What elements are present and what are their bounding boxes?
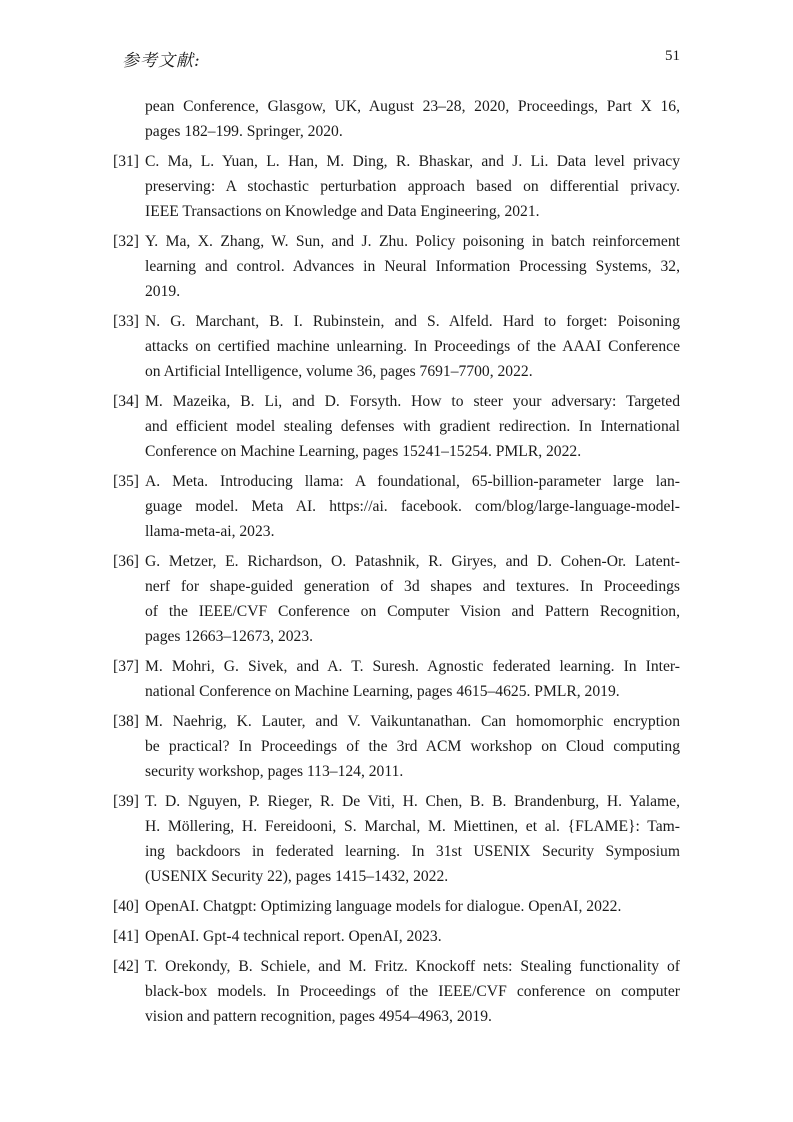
reference-text-line: IEEE Transactions on Knowledge and Data Engineering, 2021. [145, 203, 540, 220]
reference-list [113, 94, 680, 1034]
reference-text-line: M. Naehrig, K. Lauter, and V. Vaikuntanathan. Can homomorphic encryption [145, 713, 680, 730]
reference-number: [41] [113, 928, 139, 945]
page-header [122, 44, 680, 70]
running-title: 参考文献: [122, 51, 201, 71]
reference-number: [34] [113, 393, 139, 410]
reference-number: [33] [113, 313, 139, 330]
reference-text-line: Conference on Machine Learning, pages 15241–15254. PMLR, 2022. [145, 443, 582, 460]
reference-text-line: T. D. Nguyen, P. Rieger, R. De Viti, H. Chen, B. B. Brandenburg, H. Yalame, [145, 793, 680, 810]
reference-text-line: and efficient model stealing defenses with gradient redirection. In International [145, 418, 680, 435]
reference-text-line: N. G. Marchant, B. I. Rubinstein, and S. Alfeld. Hard to forget: Poisoning [145, 313, 680, 330]
reference-text-line: of the IEEE/CVF Conference on Computer Vision and Pattern Recognition, [145, 603, 680, 620]
reference-text-line: C. Ma, L. Yuan, L. Han, M. Ding, R. Bhaskar, and J. Li. Data level privacy [145, 153, 680, 170]
reference-text-line: vision and pattern recognition, pages 4954–4963, 2019. [145, 1008, 492, 1025]
reference-entry [113, 954, 680, 1029]
reference-number: [38] [113, 713, 139, 730]
reference-text-line: llama-meta-ai, 2023. [145, 523, 275, 540]
reference-text-line: pages 12663–12673, 2023. [145, 628, 314, 645]
reference-entry [113, 549, 680, 649]
reference-text-line: ing backdoors in federated learning. In 31st USENIX Security Symposium [145, 843, 680, 860]
reference-entry [113, 894, 680, 919]
reference-text-line: pages 182–199. Springer, 2020. [145, 123, 343, 140]
reference-text-line: A. Meta. Introducing llama: A foundational, 65-billion-parameter large lan- [145, 473, 680, 490]
reference-entry [113, 149, 680, 224]
reference-text-line: OpenAI. Chatgpt: Optimizing language models for dialogue. OpenAI, 2022. [145, 898, 622, 915]
reference-entry [113, 94, 680, 144]
reference-text-line: preserving: A stochastic perturbation approach based on differential privacy. [145, 178, 680, 195]
reference-text-line: national Conference on Machine Learning, pages 4615–4625. PMLR, 2019. [145, 683, 620, 700]
reference-number: [36] [113, 553, 139, 570]
reference-entry [113, 924, 680, 949]
reference-text-line: (USENIX Security 22), pages 1415–1432, 2022. [145, 868, 449, 885]
reference-entry [113, 309, 680, 384]
reference-text-line: H. Möllering, H. Fereidooni, S. Marchal, M. Miettinen, et al. {FLAME}: Tam- [145, 818, 680, 835]
reference-text-line: M. Mohri, G. Sivek, and A. T. Suresh. Agnostic federated learning. In Inter- [145, 658, 680, 675]
reference-text-line: pean Conference, Glasgow, UK, August 23–28, 2020, Proceedings, Part X 16, [145, 98, 680, 115]
reference-text-line: Y. Ma, X. Zhang, W. Sun, and J. Zhu. Policy poisoning in batch reinforcement [145, 233, 680, 250]
reference-number: [35] [113, 473, 139, 490]
reference-text-line: black-box models. In Proceedings of the IEEE/CVF conference on computer [145, 983, 680, 1000]
reference-text-line: M. Mazeika, B. Li, and D. Forsyth. How to steer your adversary: Targeted [145, 393, 680, 410]
reference-text-line: be practical? In Proceedings of the 3rd ACM workshop on Cloud computing [145, 738, 680, 755]
reference-text-line: nerf for shape-guided generation of 3d shapes and textures. In Proceedings [145, 578, 680, 595]
reference-entry [113, 709, 680, 784]
reference-text-line: on Artificial Intelligence, volume 36, pages 7691–7700, 2022. [145, 363, 533, 380]
reference-entry [113, 789, 680, 889]
reference-text-line: guage model. Meta AI. https://ai. facebook. com/blog/large-language-model- [145, 498, 680, 515]
reference-text-line: G. Metzer, E. Richardson, O. Patashnik, R. Giryes, and D. Cohen-Or. Latent- [145, 553, 680, 570]
reference-text-line: learning and control. Advances in Neural Information Processing Systems, 32, [145, 258, 680, 275]
reference-entry [113, 229, 680, 304]
reference-text-line: OpenAI. Gpt-4 technical report. OpenAI, 2023. [145, 928, 442, 945]
reference-text-line: T. Orekondy, B. Schiele, and M. Fritz. Knockoff nets: Stealing functionality of [145, 958, 680, 975]
reference-number: [42] [113, 958, 139, 975]
reference-number: [39] [113, 793, 139, 810]
reference-number: [37] [113, 658, 139, 675]
page-number: 51 [665, 48, 680, 64]
reference-entry [113, 654, 680, 704]
reference-text-line: security workshop, pages 113–124, 2011. [145, 763, 404, 780]
reference-number: [40] [113, 898, 139, 915]
reference-entry [113, 389, 680, 464]
reference-entry [113, 469, 680, 544]
reference-number: [32] [113, 233, 139, 250]
reference-number: [31] [113, 153, 139, 170]
reference-text-line: 2019. [145, 283, 181, 300]
reference-text-line: attacks on certified machine unlearning. In Proceedings of the AAAI Conference [145, 338, 680, 355]
